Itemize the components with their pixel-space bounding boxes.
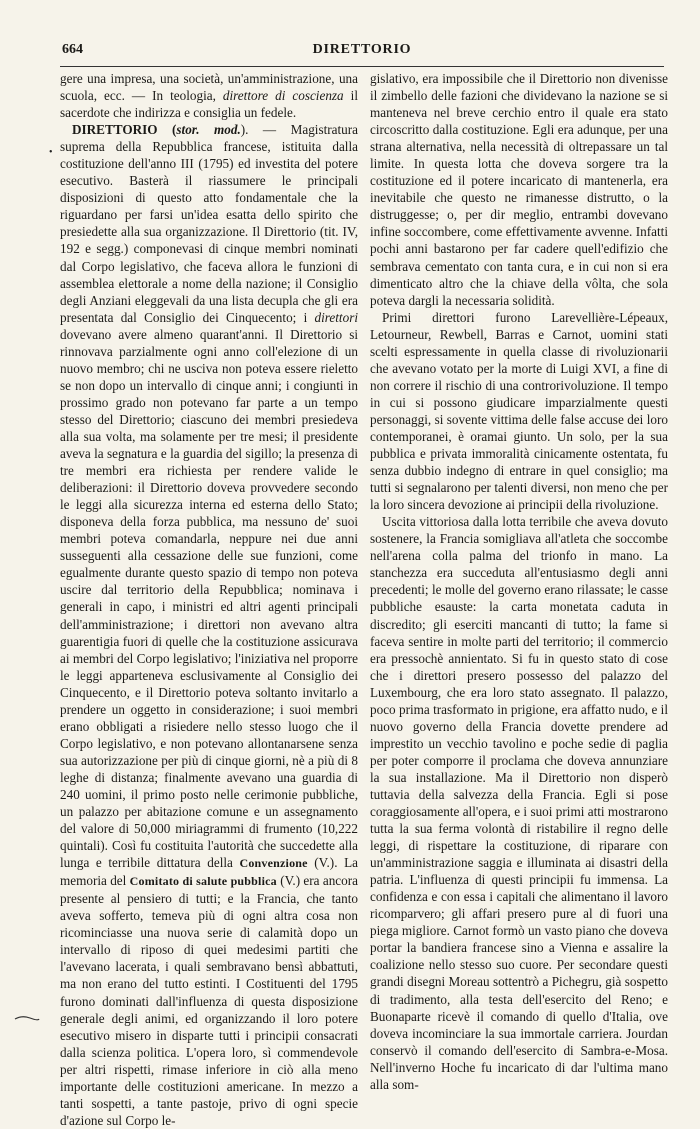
entry-headword: DIRETTORIO: [72, 122, 158, 138]
entry-direttorio: DIRETTORIO (stor. mod.). — Magistratura suprema della Repubblica francese, istituita dalla costituzione dell'anno III (1795) ed investita del potere esecutivo. Basterà il riassumere le principali disposizioni di questo atto fondamentale che la riguardano per farsi un'idea esatta dello spirito che presiedette alla sua organizzazione. Il Direttorio (tit. IV, 192 e segg.) componevasi di cinque membri nominati dal Corpo legislativo, che faceva allora le funzioni di assemblea elettorale a nome della nazione; il Consiglio degli Anziani eleggevali da una lista decupla che gli era presentata dal Consiglio dei Cinquecento; i direttori dovevano avere almeno quarant'anni. Il Direttorio si rinnovava parzialmente ogni anno coll'elezione di un nuovo membro; chi ne usciva non poteva essere rieletto se non dopo un intervallo di cinque anni; i congiunti in prossimo grado non potevano far parte a un tempo stesso del Direttorio; ciascuno dei membri presiedeva alla sua volta, ma solamente per tre mesi; il presidente aveva la segnatura e la guardia del sigillo; la presenza di tre membri era richiesta per rendere valide le deliberazioni: il Direttorio doveva provvedere secondo le leggi alla sicurezza interna ed esterna dello Stato; disponeva della forza pubblica, ma nessuno de' suoi membri poteva comandarla, neppure nei due anni susseguenti alla cessazione delle sue funzioni, come egualmente durante questo spazio di tempo non poteva uscire dal territorio della Repubblica; nominava i generali in capo, i ministri ed altri agenti principali dell'amministrazione; i direttori non avevano altra guarentigia fuori di quelle che la costituzione assicurava ai membri del Corpo legislativo; l'iniziativa nel proporre le leggi apparteneva esclusivamente al Consiglio dei Cinquecento, e il Direttorio poteva soltanto invitarlo a prendere un oggetto in considerazione; i suoi membri erano obbligati a risiedere nello stesso luogo che il Corpo legislativo, e non potevano allontanarsene senza sua autorizzazione per più di cinque giorni, nè a più di 8 leghe di distanza; finalmente avevano una guardia di 240 uomini, il primo posto nelle cerimonie pubbliche, un palazzo per abitazione comune e un assegnamento del valore di 50,000 miriagrammi di frumento (10,222 quintali). Così fu costituita l'autorità che succedette alla lunga e terribile dittatura della Convenzione (V.). La memoria del Comitato di salute pubblica (V.) era ancora presente al pensiero di tutti; e la Francia, che tanto aveva sofferto, temeva più di ogni altra cosa non ricominciasse una nuova serie di calamità dopo un intervallo di riposo di quei medesimi partiti che l'avevano lacerata, i quali sembravano bensì abbattuti, ma non erano del tutto estinti. I Costituenti del 1795 furono dominati dall'influenza di questa disposizione generale degli animi, ed organizzando il loro potere esecutivo misero in disparte tutti i principii consacrati dalla scienza politica. L'opera loro, sì commendevole per altri rispetti, rimase inferiore in ciò alla meno importante delle costituzioni americane. In mezzo a tanti sospetti, a tante pastoje, privo di ogni specie d'azione sul Corpo le-: [60, 122, 359, 1128]
margin-bullet: •: [49, 147, 53, 158]
entry-label: stor. mod.: [176, 122, 241, 138]
italic-term: direttori: [314, 309, 358, 325]
paragraph-continuation: gere una impresa, una società, un'amministrazione, una scuola, ecc. — In teologia, direttore di coscienza il sacerdote che indirizza e consiglia un fedele.: [60, 71, 359, 121]
cross-reference-comitato: Comitato di salute pubblica: [129, 874, 277, 889]
page-number: 664: [62, 42, 83, 57]
right-column: [370, 70, 668, 1092]
page-header: [62, 42, 662, 64]
running-head: DIRETTORIO: [312, 42, 412, 57]
header-rule: [60, 66, 664, 67]
paragraph: Primi direttori furono Larevellière-Lépeaux, Letourneur, Rewbell, Barras e Carnot, uomini stati scelti espressamente in quella classe di rivoluzionarii che avevano votato per la morte di Luigi XVI, a fine di non correre il rischio di una controrivoluzione. Il tempo in cui si possono giudicare imparzialmente questi personaggi, si sovente vittima delle false accuse dei loro contemporanei, è oramai giunto. Un solo, per la sua pubblica e privata immoralità cinicamente ostentata, fu senza dubbio indegno di entrare in quel consiglio; ma tutti si segnalarono per talenti diversi, non meno che per la loro sincera devozione ai principii della rivoluzione.: [370, 309, 668, 513]
left-column: [60, 70, 359, 1128]
paragraph: Uscita vittoriosa dalla lotta terribile che aveva dovuto sostenere, la Francia somigliava all'atleta che soccombe nell'arena colla palma del trionfo in mano. La stanchezza era succeduta all'entusiasmo degli anni precedenti; le molle del governo erano rilassate; le casse pubbliche esauste: la carta monetata caduta in discredito; gli eserciti mancanti di tutto; la fame si faceva sentire in molte parti del territorio; il commercio era pressochè annientato. Si fu in questo stato di cose che i direttori presero possesso del palazzo del Luxembourg, che era loro stato assegnato. Il palazzo, poco prima trasformato in prigione, era affatto nudo, e il nuovo governo della Francia dovette prendere ad imprestito un vecchio tavolino e poche sedie di paglia per poter comporre il proclama che doveva annunziare la sua installazione. Ma il Direttorio non disperò tuttavia della salvezza della Francia. Egli si pose coraggiosamente all'opera, e i suoi primi atti mostrarono tutta la sua ferma volontà di ristabilire il regno delle leggi, di rispettare la costituzione, di riparare con un'amministrazione saggia e illuminata ai disastri della patria. L'influenza di questi principii fu immensa. La confidenza e con essa i capitali che alimentano il lavoro ricomparvero; gli affari presero pure al di fuori una piega migliore. Carnot formò un vasto piano che doveva portar la bandiera francese sino a Vienna e assalire la coalizione nello stesso suo cuore. Per secondare questi grandi disegni Moreau sottentrò a Pichegru, già sospetto di tradimento, alla testa dell'esercito del Reno; e Buonaparte ricevè il comando di quello d'Italia, ove doveva incominciare la sua immortale carriera. Jourdan conservò il comando dell'esercito di Sambra-e-Mosa. Nell'inverno Hoche fu incaricato di dar l'ultima mano alla som-: [370, 514, 668, 1092]
italic-term: direttore di coscienza: [222, 88, 344, 104]
cross-reference-convenzione: Convenzione: [239, 856, 308, 871]
margin-mark: [14, 1015, 40, 1021]
paragraph: gislativo, era impossibile che il Direttorio non divenisse il zimbello delle fazioni che dividevano la nazione se si manteneva nel breve cerchio entro il quale era stato circoscritto dalla costituzione. Egli era adunque, per una strana alternativa, nella necessità di oltrepassare un tal limite. In questa lotta che doveva sorgere tra la costituzione ed il potere incaricato di mantenerla, era inevitabile che questo ne rimanesse distrutto, o la distruggesse; o, per dir meglio, entrambi dovevano infine soccombere, come effettivamente avvenne. Infatti pochi anni bastarono per far cadere quell'edifizio che sembrava cementato con tanta cura, e in cui non si era dimenticato altro che la chiave della vôlta, che sola poteva dargli la necessaria solidità.: [370, 71, 668, 308]
